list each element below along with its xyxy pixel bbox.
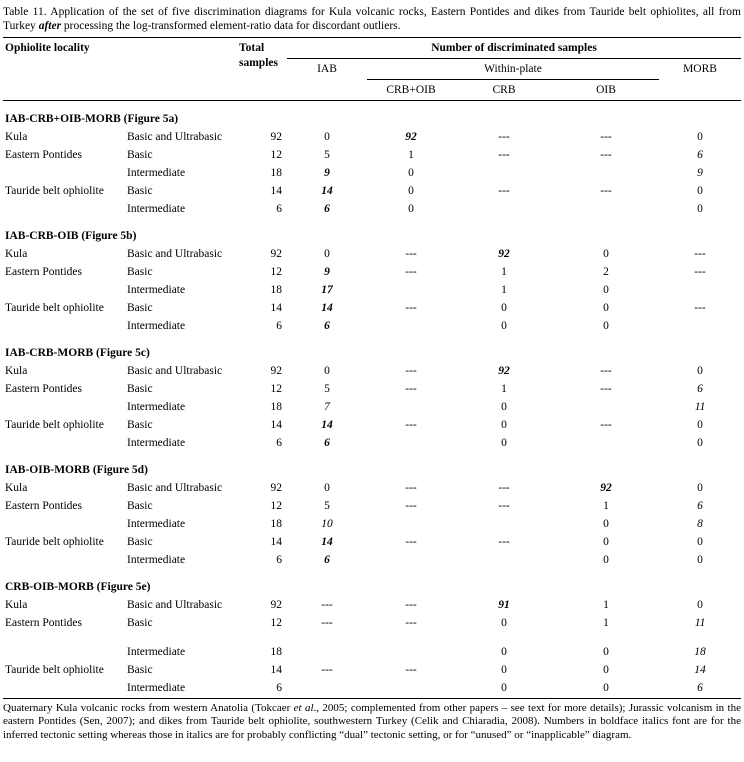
cell-oib: 0 <box>603 682 609 694</box>
cell-morb: 6 <box>697 148 703 161</box>
cell-iab <box>287 632 367 662</box>
section-title-row <box>3 569 741 596</box>
cell-crb: --- <box>498 184 510 197</box>
cell-iab: 5 <box>324 499 330 512</box>
data-row <box>3 479 741 497</box>
cell-crb-oib: --- <box>405 664 417 676</box>
data-row <box>3 398 741 416</box>
cell-crb: 0 <box>501 682 507 694</box>
cell-crb-oib: 0 <box>408 202 414 215</box>
cell-locality <box>3 164 125 182</box>
cell-oib <box>553 200 659 218</box>
data-row <box>3 263 741 281</box>
cell-morb: 0 <box>697 598 703 611</box>
cell-rock-type: Basic <box>127 382 153 395</box>
cell-total-samples: 18 <box>270 283 282 296</box>
cell-crb-oib <box>367 680 455 699</box>
cell-rock-type: Basic <box>127 535 153 548</box>
cell-iab: 0 <box>324 481 330 494</box>
cell-crb-oib <box>367 434 455 452</box>
cell-oib: 0 <box>603 646 609 658</box>
cell-oib: --- <box>600 418 612 431</box>
cell-crb-oib: --- <box>405 364 417 377</box>
cell-locality: Tauride belt ophiolite <box>5 184 104 197</box>
cell-oib <box>553 398 659 416</box>
cell-oib: 0 <box>603 664 609 676</box>
header-crb: CRB <box>455 80 553 101</box>
section-title-row <box>3 335 741 362</box>
data-row <box>3 380 741 398</box>
cell-rock-type: Basic and Ultrabasic <box>127 364 223 377</box>
cell-iab: 14 <box>321 301 333 314</box>
cell-iab: 6 <box>324 202 330 215</box>
data-row <box>3 245 741 263</box>
cell-iab: 9 <box>324 166 330 179</box>
data-row <box>3 515 741 533</box>
cell-crb-oib: --- <box>405 418 417 431</box>
section-title: IAB-CRB-MORB (Figure 5c) <box>5 347 150 359</box>
cell-rock-type: Basic and Ultrabasic <box>127 481 223 494</box>
cell-iab: --- <box>321 664 333 676</box>
cell-total-samples: 92 <box>270 247 282 260</box>
cell-rock-type: Basic <box>127 664 153 676</box>
cell-locality: Eastern Pontides <box>5 265 82 278</box>
cell-morb: 6 <box>697 382 703 395</box>
cell-crb: --- <box>498 535 510 548</box>
header-iab: IAB <box>287 59 367 101</box>
header-crb-oib: CRB+OIB <box>367 80 455 101</box>
footnote-et-al: et al <box>293 701 314 714</box>
cell-rock-type: Intermediate <box>127 646 186 658</box>
cell-iab: 5 <box>324 382 330 395</box>
cell-morb <box>659 317 741 335</box>
header-total-samples: Total samples <box>237 38 287 101</box>
cell-iab: 0 <box>324 130 330 143</box>
cell-morb: 0 <box>697 130 703 143</box>
cell-oib: 0 <box>603 247 609 260</box>
cell-morb: --- <box>694 265 706 278</box>
cell-crb: 1 <box>501 382 507 395</box>
data-row <box>3 362 741 380</box>
cell-total-samples: 18 <box>270 646 282 658</box>
data-row <box>3 662 741 680</box>
header-ophiolite-locality: Ophiolite locality <box>3 38 237 101</box>
cell-crb-oib: 0 <box>408 184 414 197</box>
cell-oib: --- <box>600 130 612 143</box>
cell-total-samples: 92 <box>270 130 282 143</box>
cell-locality <box>3 632 125 662</box>
cell-total-samples: 12 <box>270 265 282 278</box>
cell-crb-oib <box>367 398 455 416</box>
cell-locality <box>3 680 125 699</box>
cell-iab: 14 <box>321 418 333 431</box>
cell-total-samples: 18 <box>270 166 282 179</box>
cell-morb: 0 <box>697 418 703 431</box>
cell-crb-oib <box>367 317 455 335</box>
cell-crb: 92 <box>498 247 510 260</box>
cell-oib: 2 <box>603 265 609 278</box>
data-row <box>3 614 741 632</box>
data-row <box>3 317 741 335</box>
cell-morb: 0 <box>697 481 703 494</box>
cell-oib: 0 <box>603 553 609 566</box>
cell-morb: 6 <box>697 499 703 512</box>
cell-oib: --- <box>600 364 612 377</box>
cell-total-samples: 12 <box>270 499 282 512</box>
cell-locality <box>3 398 125 416</box>
cell-total-samples: 6 <box>276 202 282 215</box>
cell-crb-oib: 0 <box>408 166 414 179</box>
cell-iab <box>287 680 367 699</box>
footnote-text-2: ., 2005; complemented from other papers – see text for more details); Jurassic volcanism in the eastern Pontides (Sen, 2007); and dikes from Tauride belt ophiolite, southwestern Turkey (Celik and Chiaradia, 2008). Numbers in boldface italics font are for the inferred tectonic setting whereas those in italics are for probably conflicting “dual” tectonic setting, or for “unused” or “inapplicable” diagram. <box>3 701 741 741</box>
data-row <box>3 497 741 515</box>
cell-morb: --- <box>694 247 706 260</box>
data-row <box>3 200 741 218</box>
cell-iab: 10 <box>321 517 333 530</box>
data-row <box>3 533 741 551</box>
data-row <box>3 680 741 699</box>
cell-oib: 1 <box>603 598 609 611</box>
cell-locality: Eastern Pontides <box>5 616 82 629</box>
table-footnote <box>3 702 741 743</box>
cell-locality: Eastern Pontides <box>5 499 82 512</box>
cell-crb-oib: 92 <box>405 130 417 143</box>
cell-crb: 0 <box>501 301 507 314</box>
cell-iab: 0 <box>324 247 330 260</box>
caption-emphasis-after: after <box>38 20 62 32</box>
cell-oib: 1 <box>603 499 609 512</box>
cell-iab: --- <box>321 616 333 629</box>
cell-locality: Tauride belt ophiolite <box>5 664 104 676</box>
cell-crb-oib: --- <box>405 301 417 314</box>
cell-morb: 0 <box>697 553 703 566</box>
cell-crb <box>455 164 553 182</box>
cell-rock-type: Intermediate <box>127 553 186 566</box>
cell-rock-type: Intermediate <box>127 400 186 413</box>
section-title: IAB-OIB-MORB (Figure 5d) <box>5 464 148 476</box>
caption-text-2: processing the log-transformed element-ratio data for discordant outliers. <box>61 20 401 32</box>
cell-total-samples: 14 <box>270 664 282 676</box>
caption-text-1: Table 11. Application of the set of five discrimination diagrams for Kula volcanic rocks, Eastern Pontides and dikes from Tauride belt ophiolites, all from Turkey <box>3 6 741 32</box>
cell-oib: --- <box>600 148 612 161</box>
data-row <box>3 281 741 299</box>
cell-crb: --- <box>498 499 510 512</box>
cell-total-samples: 18 <box>270 517 282 530</box>
cell-morb: 0 <box>697 436 703 449</box>
cell-morb: 14 <box>694 664 706 676</box>
cell-oib: 92 <box>600 481 612 494</box>
cell-oib: 1 <box>603 616 609 629</box>
cell-crb: 0 <box>501 664 507 676</box>
cell-crb-oib: --- <box>405 499 417 512</box>
cell-locality <box>3 515 125 533</box>
section-title: IAB-CRB-OIB (Figure 5b) <box>5 230 137 242</box>
cell-total-samples: 92 <box>270 481 282 494</box>
cell-rock-type: Basic <box>127 616 153 629</box>
cell-crb-oib <box>367 281 455 299</box>
cell-crb <box>455 551 553 569</box>
cell-crb-oib <box>367 551 455 569</box>
cell-total-samples: 6 <box>276 553 282 566</box>
cell-crb: 0 <box>501 646 507 658</box>
cell-oib <box>553 164 659 182</box>
cell-oib: 0 <box>603 535 609 548</box>
section-title-row <box>3 218 741 245</box>
cell-rock-type: Basic and Ultrabasic <box>127 247 223 260</box>
cell-morb: 9 <box>697 166 703 179</box>
cell-rock-type: Basic and Ultrabasic <box>127 598 223 611</box>
table-caption <box>3 5 741 33</box>
cell-total-samples: 92 <box>270 364 282 377</box>
data-row <box>3 299 741 317</box>
cell-morb: 11 <box>694 616 706 629</box>
data-row <box>3 632 741 662</box>
cell-locality: Kula <box>5 598 28 611</box>
data-row <box>3 596 741 614</box>
cell-locality: Kula <box>5 130 28 143</box>
cell-crb-oib <box>367 515 455 533</box>
cell-crb-oib: --- <box>405 598 417 611</box>
cell-crb: 1 <box>501 265 507 278</box>
cell-rock-type: Basic <box>127 418 153 431</box>
data-row <box>3 146 741 164</box>
cell-crb-oib <box>367 632 455 662</box>
cell-locality: Kula <box>5 364 28 377</box>
cell-morb: 0 <box>697 202 703 215</box>
cell-oib: 0 <box>603 301 609 314</box>
cell-rock-type: Basic <box>127 184 153 197</box>
cell-crb-oib: --- <box>405 265 417 278</box>
cell-rock-type: Intermediate <box>127 202 186 215</box>
cell-crb-oib: 1 <box>408 148 414 161</box>
section-title: CRB-OIB-MORB (Figure 5e) <box>5 581 151 593</box>
cell-crb: --- <box>498 481 510 494</box>
cell-total-samples: 14 <box>270 535 282 548</box>
cell-rock-type: Intermediate <box>127 283 186 296</box>
section-title-row <box>3 452 741 479</box>
cell-crb-oib: --- <box>405 382 417 395</box>
cell-iab: 14 <box>321 184 333 197</box>
cell-crb: --- <box>498 130 510 143</box>
header-oib: OIB <box>553 80 659 101</box>
cell-morb: 8 <box>697 517 703 530</box>
cell-total-samples: 6 <box>276 319 282 332</box>
cell-rock-type: Basic <box>127 499 153 512</box>
data-row <box>3 128 741 146</box>
cell-total-samples: 14 <box>270 418 282 431</box>
cell-crb: 1 <box>501 283 507 296</box>
cell-rock-type: Basic <box>127 301 153 314</box>
cell-rock-type: Intermediate <box>127 517 186 530</box>
cell-locality: Tauride belt ophiolite <box>5 535 104 548</box>
cell-iab: 0 <box>324 364 330 377</box>
header-row-1 <box>3 38 741 59</box>
cell-locality <box>3 317 125 335</box>
footnote-text-1: Quaternary Kula volcanic rocks from western Anatolia (Tokcaer <box>3 701 294 714</box>
cell-iab: 6 <box>324 553 330 566</box>
cell-rock-type: Intermediate <box>127 436 186 449</box>
cell-morb: 0 <box>697 184 703 197</box>
cell-iab: 6 <box>324 436 330 449</box>
cell-total-samples: 18 <box>270 400 282 413</box>
cell-iab: 17 <box>321 283 333 296</box>
data-row <box>3 434 741 452</box>
cell-crb: 0 <box>501 616 507 629</box>
cell-morb <box>659 281 741 299</box>
table-header <box>3 38 741 101</box>
header-within-plate-group: Within-plate <box>367 59 659 80</box>
cell-iab: 9 <box>324 265 330 278</box>
cell-morb: --- <box>694 301 706 314</box>
cell-locality <box>3 200 125 218</box>
cell-crb-oib: --- <box>405 535 417 548</box>
cell-locality: Tauride belt ophiolite <box>5 418 104 431</box>
section-title-row <box>3 101 741 129</box>
cell-iab: --- <box>321 598 333 611</box>
cell-oib <box>553 434 659 452</box>
cell-total-samples: 12 <box>270 148 282 161</box>
cell-iab: 14 <box>321 535 333 548</box>
cell-total-samples: 14 <box>270 184 282 197</box>
cell-total-samples: 6 <box>276 682 282 694</box>
cell-morb: 0 <box>697 364 703 377</box>
cell-crb: 92 <box>498 364 510 377</box>
cell-rock-type: Basic <box>127 265 153 278</box>
cell-crb-oib: --- <box>405 481 417 494</box>
header-morb: MORB <box>659 59 741 101</box>
cell-locality <box>3 551 125 569</box>
cell-oib: 0 <box>603 517 609 530</box>
cell-crb-oib: --- <box>405 616 417 629</box>
cell-total-samples: 14 <box>270 301 282 314</box>
cell-crb: 0 <box>501 418 507 431</box>
cell-crb <box>455 200 553 218</box>
cell-total-samples: 12 <box>270 616 282 629</box>
cell-locality <box>3 434 125 452</box>
cell-crb <box>455 515 553 533</box>
cell-morb: 18 <box>694 646 706 658</box>
data-row <box>3 551 741 569</box>
cell-rock-type: Intermediate <box>127 682 186 694</box>
cell-oib: 0 <box>603 319 609 332</box>
cell-locality: Tauride belt ophiolite <box>5 301 104 314</box>
cell-morb: 11 <box>694 400 706 413</box>
cell-morb: 6 <box>697 682 703 694</box>
cell-locality <box>3 281 125 299</box>
data-row <box>3 182 741 200</box>
cell-total-samples: 12 <box>270 382 282 395</box>
cell-locality: Eastern Pontides <box>5 148 82 161</box>
table-body <box>3 101 741 699</box>
cell-locality: Eastern Pontides <box>5 382 82 395</box>
cell-crb: 91 <box>498 598 510 611</box>
cell-crb: --- <box>498 148 510 161</box>
cell-crb-oib: --- <box>405 247 417 260</box>
cell-iab: 5 <box>324 148 330 161</box>
discrimination-table <box>3 37 741 699</box>
cell-locality: Kula <box>5 481 28 494</box>
cell-iab: 7 <box>324 400 330 413</box>
cell-rock-type: Basic and Ultrabasic <box>127 130 223 143</box>
cell-rock-type: Basic <box>127 148 153 161</box>
cell-crb: 0 <box>501 400 507 413</box>
cell-morb: 0 <box>697 535 703 548</box>
cell-oib: 0 <box>603 283 609 296</box>
cell-crb: 0 <box>501 319 507 332</box>
cell-rock-type: Intermediate <box>127 166 186 179</box>
cell-oib: --- <box>600 184 612 197</box>
cell-total-samples: 92 <box>270 598 282 611</box>
header-discriminated-samples-group: Number of discriminated samples <box>287 38 741 59</box>
cell-crb: 0 <box>501 436 507 449</box>
cell-iab: 6 <box>324 319 330 332</box>
cell-locality: Kula <box>5 247 28 260</box>
section-title: IAB-CRB+OIB-MORB (Figure 5a) <box>5 113 179 125</box>
data-row <box>3 164 741 182</box>
cell-oib: --- <box>600 382 612 395</box>
data-row <box>3 416 741 434</box>
cell-rock-type: Intermediate <box>127 319 186 332</box>
cell-total-samples: 6 <box>276 436 282 449</box>
